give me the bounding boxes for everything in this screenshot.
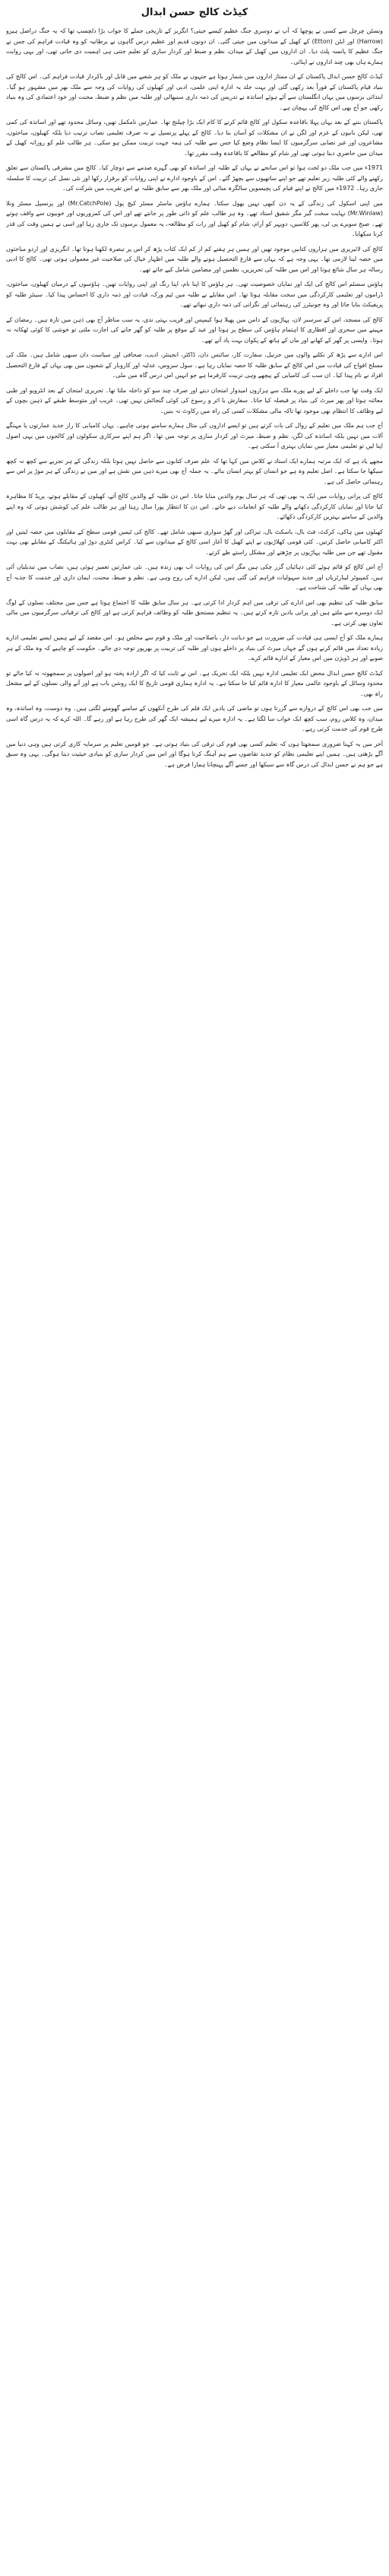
article-paragraph: سابق طلبہ کی تنظیم بھی اس ادارے کی ترقی میں اہم کردار ادا کرتی ہے۔ ہر سال سابق طلبہ کا اجتماع ہوتا ہے جس میں مختلف نسلوں کے لوگ ایک دوسرے سے ملتے ہیں اور پرانی یادیں تازہ کرتے ہیں۔ یہ تنظیم مستحق طلبہ کو وظائف فراہم کرتی ہے اور کالج کی ترقیاتی سرگرمیوں میں مالی تعاون بھی کرتی ہے۔ bbox=[6, 598, 383, 627]
article-paragraph: آج اس کالج کو قائم ہوئے کئی دہائیاں گزر چکی ہیں مگر اس کی روایات اب بھی زندہ ہیں۔ نئی عمارتیں تعمیر ہوئی ہیں، نصاب میں تبدیلیاں آئی ہیں، کمپیوٹر لیبارٹریاں اور جدید سہولیات فراہم کی گئی ہیں، لیکن ادارے کی روح وہی ہے۔ نظم و ضبط، محنت، ایمان داری اور خدمت کا جذبہ آج بھی یہاں کے طلبہ کی شناخت ہے۔ bbox=[6, 563, 383, 591]
article-paragraph: اس ادارے سے پڑھ کر نکلنے والوں میں جرنیل، سفارت کار، سائنس دان، ڈاکٹر، انجینئر، ادیب، صحافی اور سیاست دان سبھی شامل ہیں۔ ملک کی مسلح افواج کی قیادت میں اس کالج کے سابق طلبہ کا حصہ نمایاں رہا ہے۔ سول سروس، عدلیہ اور کاروبار کے شعبوں میں بھی یہاں کے فارغ التحصیل افراد نے نام پیدا کیا۔ ان سب کی کامیابی کے پیچھے وہی تربیت کارفرما ہے جو انہیں اس درس گاہ میں ملی۔ bbox=[6, 351, 383, 379]
article-paragraph: کالج کی پرانی روایات میں ایک یہ بھی تھی کہ ہر سال یوم والدین منایا جاتا۔ اس دن طلبہ کے والدین کالج آتے، کھیلوں کے مقابلے ہوتے، پریڈ کا مظاہرہ کیا جاتا اور نمایاں کارکردگی دکھانے والے طلبہ کو انعامات دیے جاتے۔ اس دن کا انتظار پورا سال رہتا اور ہر طالب علم کی کوشش ہوتی کہ وہ اپنے والدین کے سامنے بہترین کارکردگی دکھائے۔ bbox=[6, 493, 383, 520]
article-paragraph: مجھے یاد ہے کہ ایک مرتبہ ہمارے ایک استاد نے کلاس میں کہا تھا کہ علم صرف کتابوں سے حاصل نہیں ہوتا بلکہ زندگی کے ہر تجربے سے کچھ نہ کچھ سیکھا جا سکتا ہے۔ اصل تعلیم وہ ہے جو انسان کو بہتر انسان بنائے۔ یہ جملہ آج بھی میرے ذہن میں نقش ہے اور میں نے زندگی کے ہر موڑ پر اس سے رہنمائی حاصل کی ہے۔ bbox=[6, 457, 383, 485]
article-body bbox=[6, 26, 383, 2565]
article-paragraph: 1971ء میں جب ملک دو لخت ہوا تو اس سانحے نے یہاں کے طلبہ اور اساتذہ کو بھی گہرے صدمے سے دوچار کیا۔ کالج میں مشرقی پاکستان سے تعلق رکھنے والے کئی طلبہ زیر تعلیم تھے جو اپنے ساتھیوں سے بچھڑ گئے۔ اس کے باوجود ادارے نے اپنی روایات کو برقرار رکھا اور نئی نسل کی تربیت کا سلسلہ جاری رہا۔ 1972ء میں کالج نے اپنے قیام کی پچیسویں سالگرہ منائی اور ملک بھر سے سابق طلبہ نے اس تقریب میں شرکت کی۔ bbox=[6, 164, 383, 192]
article-paragraph: ایک وقت تھا جب داخلے کے لیے پورے ملک سے ہزاروں امیدوار امتحان دیتے اور صرف چند سو کو داخلہ ملتا تھا۔ تحریری امتحان کے بعد انٹرویو اور طبی معائنہ ہوتا اور پھر میرٹ کی بنیاد پر فیصلہ کیا جاتا۔ سفارش یا اثر و رسوخ کی کوئی گنجائش نہیں تھی۔ غریب اور متوسط طبقے کے ذہین بچوں کے لیے وظائف کا انتظام بھی موجود تھا تاکہ مالی مشکلات کسی کی راہ میں رکاوٹ نہ بنیں۔ bbox=[6, 386, 383, 414]
article-paragraph: ونسٹن چرچل سے کسی نے پوچھا کہ آپ نے دوسری جنگ عظیم کیسے جیتی؟ انگریز کے تاریخی جملے کا جواب بڑا دلچسپ تھا کہ یہ جنگ دراصل ہیرو (Harrow) اور ایٹن (Etton) کے کھیل کے میدانوں میں جیتی گئی۔ ان دونوں قدیم اور عظیم درس گاہوں نے برطانیہ کو وہ قیادت فراہم کی جس نے جنگ عظیم کا پانسہ پلٹ دیا۔ ان اداروں میں کھیل کے میدان، نظم و ضبط اور کردار سازی کو تعلیم جتنی ہی اہمیت دی جاتی تھی، اور یہی روایت ہمارے ہاں بھی چند اداروں نے اپنائی۔ bbox=[6, 27, 383, 65]
article-paragraph: میں اپنی اسکول کی زندگی کے یہ دن کبھی نہیں بھول سکتا۔ ہمارے ہاؤس ماسٹر مسٹر کیچ پول (Mr.CatchPole) اور پرنسپل مسٹر ونلا (Mr.Winlaw) نہایت سخت گیر مگر شفیق استاد تھے۔ وہ ہر طالب علم کو ذاتی طور پر جانتے تھے اور اس کی کمزوریوں اور خوبیوں سے واقف ہوتے تھے۔ صبح سویرے پی ٹی، پھر کلاسیں، دوپہر کو آرام، شام کو کھیل اور رات کو مطالعہ، یہ معمول برسوں تک جاری رہا اور اسی نے ہمیں وقت کی قدر کرنا سکھایا۔ bbox=[6, 199, 383, 237]
article-headline: کیڈٹ کالج حسن ابدال bbox=[141, 7, 248, 18]
article-paragraph: آج جب ہم ملک میں تعلیم کے زوال کی بات کرتے ہیں تو ایسے اداروں کی مثال ہمارے سامنے ہونی چاہیے۔ یہاں کامیابی کا راز جدید عمارتوں یا مہنگے آلات میں نہیں بلکہ اساتذہ کی لگن، نظم و ضبط، میرٹ اور کردار سازی پر توجہ میں تھا۔ اگر ہم اپنے سرکاری سکولوں اور کالجوں میں یہی اصول اپنا لیں تو تعلیمی معیار میں نمایاں بہتری آ سکتی ہے۔ bbox=[6, 422, 383, 449]
article-paragraph: میں جب بھی اس کالج کے دروازے سے گزرتا ہوں تو ماضی کی یادیں ایک فلم کی طرح آنکھوں کے سامنے گھومنے لگتی ہیں۔ وہ دوست، وہ اساتذہ، وہ میدان، وہ کلاس روم، سب کچھ ایک خواب سا لگتا ہے۔ یہ ادارہ میرے لیے ہمیشہ ایک گھر کی طرح رہا ہے اور رہے گا۔ اللہ کرے کہ یہ درس گاہ اسی طرح قوم کی خدمت کرتی رہے۔ bbox=[6, 705, 383, 732]
article-paragraph: کالج کی لائبریری میں ہزاروں کتابیں موجود تھیں اور ہمیں ہر ہفتے کم از کم ایک کتاب پڑھ کر اس پر تبصرہ لکھنا ہوتا تھا۔ انگریزی اور اردو مباحثوں میں حصہ لینا لازمی تھا۔ یہی وجہ ہے کہ یہاں سے فارغ التحصیل ہونے والے طلبہ میں اظہار خیال کی صلاحیت غیر معمولی ہوتی تھی۔ کالج کا ادبی رسالہ ہر سال شائع ہوتا اور اس میں طلبہ کی تحریریں، نظمیں اور مضامین شامل کیے جاتے تھے۔ bbox=[6, 245, 383, 273]
article-paragraph: کیڈٹ کالج حسن ابدال پاکستان کے ان ممتاز اداروں میں شمار ہوتا ہے جنہوں نے ملک کو ہر شعبے میں قابل اور باکردار قیادت فراہم کی۔ اس کالج کی بنیاد قیام پاکستان کے فوراً بعد رکھی گئی اور بہت جلد یہ ادارہ اپنی علمی، ادبی اور کھیلوں کی روایات کی وجہ سے ملک بھر میں مشہور ہو گیا۔ ابتدائی برسوں میں یہاں انگلستان سے آئے ہوئے اساتذہ نے تدریس کی ذمہ داری سنبھالی اور طلبہ میں نظم و ضبط، محنت اور خود اعتمادی کی وہ بنیاد رکھی جو آج بھی اس کالج کی پہچان ہے۔ bbox=[6, 73, 383, 111]
article-paragraph: ہاؤس سسٹم اس کالج کی ایک اور نمایاں خصوصیت تھی۔ ہر ہاؤس کا اپنا نام، اپنا رنگ اور اپنی روایات تھیں۔ ہاؤسوں کے درمیان کھیلوں، مباحثوں، ڈراموں اور تعلیمی کارکردگی میں سخت مقابلہ ہوتا تھا۔ اس مقابلے نے طلبہ میں ٹیم ورک، قیادت اور ذمہ داری کا احساس پیدا کیا۔ سینئر طلبہ کو پریفیکٹ بنایا جاتا اور وہ جونیئرز کی رہنمائی اور نگرانی کی ذمہ داری نبھاتے تھے۔ bbox=[6, 281, 383, 308]
article-paragraph: آخر میں یہ کہنا ضروری سمجھتا ہوں کہ تعلیم کسی بھی قوم کی ترقی کی بنیاد ہوتی ہے۔ جو قومیں تعلیم پر سرمایہ کاری کرتی ہیں وہی دنیا میں آگے بڑھتی ہیں۔ ہمیں اپنے تعلیمی نظام کو جدید تقاضوں سے ہم آہنگ کرنا ہوگا اور اس میں کردار سازی کو بنیادی حیثیت دینا ہوگی۔ یہی وہ سبق ہے جو ہم نے حسن ابدال کی درس گاہ سے سیکھا اور جسے آگے پہنچانا ہمارا فرض ہے۔ bbox=[6, 740, 383, 768]
article-paragraph: کیڈٹ کالج حسن ابدال محض ایک تعلیمی ادارہ نہیں بلکہ ایک تحریک ہے۔ اس نے ثابت کیا کہ اگر ارادہ پختہ ہو اور اصولوں پر سمجھوتہ نہ کیا جائے تو محدود وسائل کے باوجود عالمی معیار کا ادارہ قائم کیا جا سکتا ہے۔ یہ ادارہ ہماری قومی تاریخ کا ایک روشن باب ہے اور آنے والی نسلوں کے لیے مشعل راہ بھی۔ bbox=[6, 669, 383, 697]
article-paragraph: پاکستان بننے کے بعد یہاں پہلا باقاعدہ سکول اور کالج قائم کرنے کا کام ایک بڑا چیلنج تھا۔ عمارتیں نامکمل تھیں، وسائل محدود تھے اور اساتذہ کی کمی تھی، لیکن بانیوں کے عزم اور لگن نے ان مشکلات کو آسان بنا دیا۔ کالج کے پہلے پرنسپل نے نہ صرف تعلیمی نصاب ترتیب دیا بلکہ کھیلوں، مباحثوں، مشاعروں اور غیر نصابی سرگرمیوں کا ایسا نظام وضع کیا جس سے طلبہ کی ہمہ جہت تربیت ممکن ہو سکی۔ ہر طالب علم کو روزانہ کھیل کے میدان میں حاضری دینا ہوتی تھی اور شام کو مطالعے کا باقاعدہ وقت مقرر تھا۔ bbox=[6, 119, 383, 157]
article-paragraph: ہمارے ملک کو آج ایسی ہی قیادت کی ضرورت ہے جو دیانت دار، باصلاحیت اور ملک و قوم سے مخلص ہو۔ اس مقصد کے لیے ہمیں ایسے تعلیمی ادارے زیادہ تعداد میں قائم کرنے ہوں گے جہاں میرٹ کی بنیاد پر داخلے ہوں اور طلبہ کی تربیت پر بھرپور توجہ دی جائے۔ حکومت کو چاہیے کہ وہ ملک کے ہر صوبے اور ہر ڈویژن میں اس معیار کے ادارے قائم کرے۔ bbox=[6, 634, 383, 661]
article-paragraph: کھیلوں میں ہاکی، کرکٹ، فٹ بال، باسکٹ بال، تیراکی اور گھڑ سواری سبھی شامل تھے۔ کالج کی ٹیمیں قومی سطح کے مقابلوں میں حصہ لیتیں اور اکثر کامیابی حاصل کرتیں۔ کئی قومی کھلاڑیوں نے اپنے کھیل کا آغاز اسی کالج کے میدانوں سے کیا۔ کراس کنٹری دوڑ اور ہائیکنگ کے مقابلے بھی بہت مقبول تھے جن میں طلبہ پہاڑیوں پر چڑھتے اور مشکل راستے طے کرتے۔ bbox=[6, 528, 383, 556]
article-paragraph: کالج کی مسجد، اس کے سرسبز لان، پہاڑیوں کے دامن میں پھیلا ہوا کیمپس اور قریب بہتی ندی، یہ سب مناظر آج بھی ذہن میں تازہ ہیں۔ رمضان کے مہینے میں سحری اور افطاری کا اہتمام ہاؤس کی سطح پر ہوتا اور عید کے موقع پر طلبہ کو گھر جانے کی اجازت ملتی تو خوشی کا کوئی ٹھکانہ نہ ہوتا۔ واپسی پر گھر کے کھانے اور ماں کے ہاتھ کے پکوان بہت یاد آتے تھے۔ bbox=[6, 316, 383, 344]
